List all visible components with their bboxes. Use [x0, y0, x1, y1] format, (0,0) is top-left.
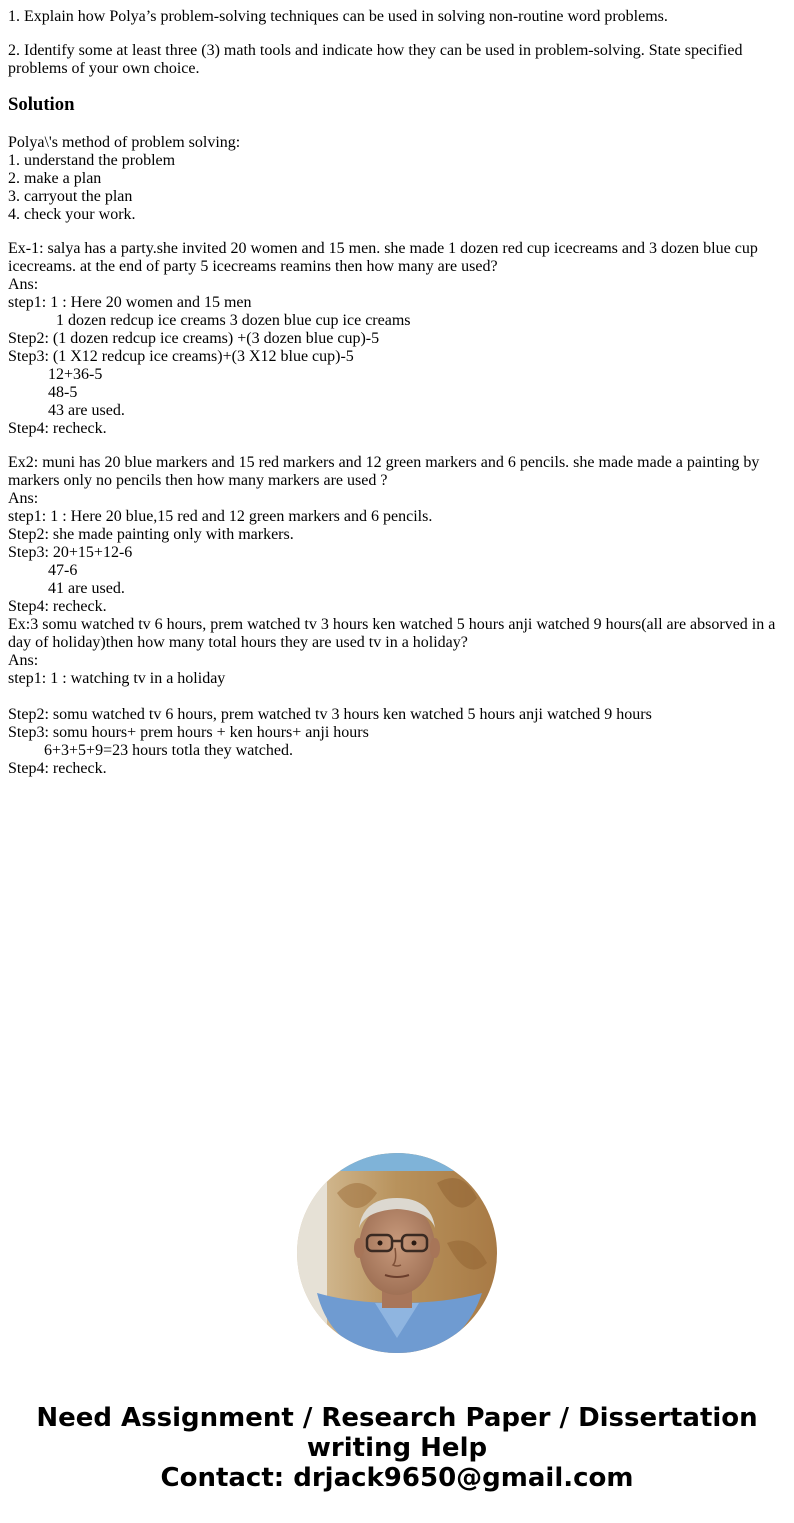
method-step: 4. check your work. — [8, 206, 136, 223]
ex1-calc: 12+36-5 — [48, 366, 103, 383]
question-1: 1. Explain how Polya’s problem-solving techniques can be used in solving non-routine word problems. — [8, 8, 668, 25]
footer-banner — [0, 1403, 794, 1493]
method-intro: Polya\'s method of problem solving: — [8, 134, 241, 151]
ex1-ans: Ans: — [8, 276, 39, 293]
ex1-step3: Step3: (1 X12 redcup ice creams)+(3 X12 blue cup)-5 — [8, 348, 354, 365]
footer-contact: Contact: drjack9650@gmail.com — [160, 1463, 634, 1493]
ex2-step3: Step3: 20+15+12-6 — [8, 544, 133, 561]
author-photo — [297, 1153, 497, 1353]
ex1-question: Ex-1: salya has a party.she invited 20 women and 15 men. she made 1 dozen red cup icecreams and 3 dozen blue cup icecreams. at the end of party 5 icecreams reamins then how many are used? — [8, 240, 758, 275]
blank-line — [8, 688, 786, 706]
ex2-step4: Step4: recheck. — [8, 598, 107, 615]
question-2: 2. Identify some at least three (3) math tools and indicate how they can be used in problem-solving. State specified problems of your own choice. — [8, 42, 743, 77]
example-1 — [8, 240, 786, 438]
ex1-step2: Step2: (1 dozen redcup ice creams) +(3 dozen blue cup)-5 — [8, 330, 380, 347]
ex2-step2: Step2: she made painting only with markers. — [8, 526, 294, 543]
ex2-ans: Ans: — [8, 490, 39, 507]
ex1-calc: 48-5 — [48, 384, 78, 401]
ex3-ans: Ans: — [8, 652, 39, 669]
solution-heading: Solution — [8, 94, 75, 115]
example-3 — [8, 616, 786, 778]
example-2 — [8, 454, 786, 616]
ex1-calc: 43 are used. — [48, 402, 125, 419]
ex3-step4: Step4: recheck. — [8, 760, 107, 777]
ex2-calc: 41 are used. — [48, 580, 125, 597]
ex1-step4: Step4: recheck. — [8, 420, 107, 437]
footer-line-1: Need Assignment / Research Paper / Dissertation writing Help — [36, 1403, 758, 1463]
author-photo-image — [297, 1153, 497, 1353]
method-step: 1. understand the problem — [8, 152, 176, 169]
document-body — [8, 8, 786, 778]
ex2-calc: 47-6 — [48, 562, 78, 579]
ex3-step3: Step3: somu hours+ prem hours + ken hours+ anji hours — [8, 724, 369, 741]
ex2-question: Ex2: muni has 20 blue markers and 15 red markers and 12 green markers and 6 pencils. she made made a painting by markers only no pencils then how many markers are used ? — [8, 454, 760, 489]
polya-method — [8, 134, 786, 224]
method-step: 2. make a plan — [8, 170, 102, 187]
ex3-question: Ex:3 somu watched tv 6 hours, prem watched tv 3 hours ken watched 5 hours anji watched 9 hours(all are absorved in a day of holiday)then how many total hours they are used tv in a holiday? — [8, 616, 776, 651]
method-step: 3. carryout the plan — [8, 188, 133, 205]
ex3-step1: step1: 1 : watching tv in a holiday — [8, 670, 226, 687]
ex1-step1: step1: 1 : Here 20 women and 15 men — [8, 294, 252, 311]
ex2-step1: step1: 1 : Here 20 blue,15 red and 12 green markers and 6 pencils. — [8, 508, 433, 525]
ex3-step2: Step2: somu watched tv 6 hours, prem watched tv 3 hours ken watched 5 hours anji watched 9 hours — [8, 706, 652, 723]
ex1-step1b: 1 dozen redcup ice creams 3 dozen blue cup ice creams — [56, 312, 411, 329]
ex3-calc: 6+3+5+9=23 hours totla they watched. — [44, 742, 293, 759]
